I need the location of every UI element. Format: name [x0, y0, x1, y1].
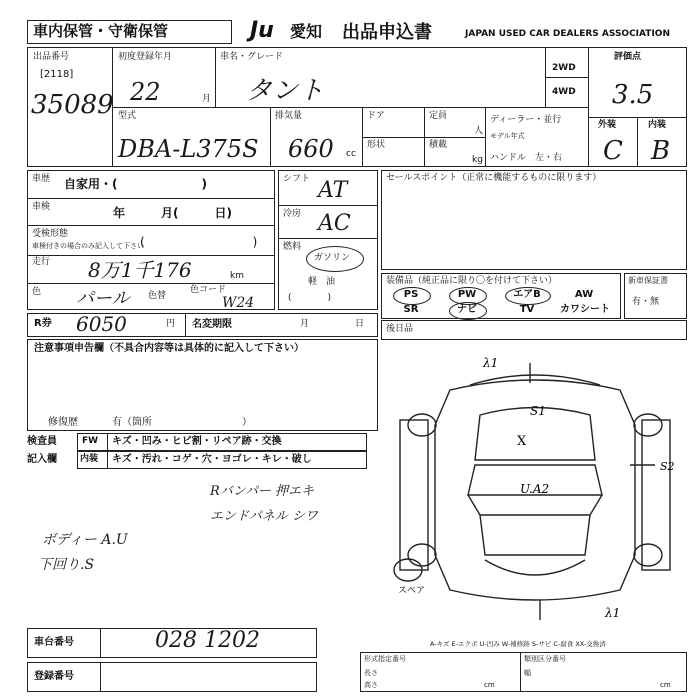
car-rear-window [480, 515, 590, 555]
wheel-rear-left [408, 414, 436, 436]
displacement-unit: cc [346, 149, 356, 159]
airbag-circle [505, 287, 551, 305]
sales-point-label: セールスポイント（正常に機能するものに限ります） [386, 173, 602, 183]
divider [520, 652, 521, 692]
fuel-diesel: 軽 油 [308, 277, 336, 287]
aircon-value: AC [318, 211, 351, 236]
color-change-label: 色替 [148, 291, 167, 301]
receipt-note: 車検付きの場合のみ記入して下さい [32, 242, 144, 250]
equip-aw[interactable]: AW [574, 289, 594, 300]
handwritten-note-3: ボディー A.U [42, 532, 128, 548]
displacement-value: 660 [288, 135, 334, 163]
expiry-day: 日 [355, 319, 365, 329]
color-value: パール [76, 288, 130, 309]
diagram-label-rear: λ1 [483, 356, 499, 370]
equip-tv[interactable]: TV [519, 304, 535, 315]
divider [107, 433, 108, 469]
aircon-label: 冷房 [283, 209, 302, 219]
rating-value: 3.5 [612, 80, 654, 110]
inspection-value: 年 月( 日) [113, 206, 232, 220]
dim-unit-1: cm [484, 681, 495, 689]
shape-label: 形状 [367, 140, 386, 150]
divider [27, 198, 275, 199]
receipt-label: 受検形態 [32, 229, 69, 239]
color-code-value: W24 [222, 295, 255, 311]
recycle-unit: 円 [166, 319, 176, 329]
ps-circle [393, 287, 431, 305]
load-label: 積載 [429, 140, 448, 150]
reg-no-label: 登録番号 [34, 671, 74, 682]
model-label: 型式 [118, 111, 137, 121]
dim-width: 幅 [524, 669, 531, 677]
sales-point-block [381, 170, 687, 270]
dim-label-2: 類別区分番号 [524, 655, 566, 663]
capacity-label: 定員 [429, 111, 448, 121]
capacity-unit: 人 [474, 126, 484, 136]
wheel-front-left [408, 544, 436, 566]
equipment-label: 装備品（純正品に限り〇を付けて下さい） [386, 276, 558, 286]
usage-label: 車歴 [32, 174, 51, 184]
shift-label: シフト [283, 174, 311, 184]
car-hood [485, 560, 585, 575]
warranty-value: 有・無 [632, 297, 660, 307]
displacement-label: 排気量 [275, 111, 303, 121]
fw-items: キズ・凹み・ヒビ割・リペア跡・交換 [112, 436, 282, 447]
exterior-grade: C [603, 136, 623, 166]
handwritten-note-1: Rバンパー 押エキ [210, 484, 315, 499]
drive-2wd: 2WD [552, 63, 576, 73]
dim-label-1: 形式指定番号 [364, 655, 406, 663]
usage-value: 自家用・( ) [64, 177, 207, 191]
car-name-label: 車名・グレード [220, 52, 284, 62]
entry-label: 記入欄 [27, 454, 57, 465]
color-code-label: 色コード [190, 285, 227, 295]
handwritten-note-4: 下回り.S [38, 557, 95, 573]
divider [270, 107, 271, 167]
org-english: JAPAN USED CAR DEALERS ASSOCIATION [465, 29, 670, 39]
registration-label: 初度登録年月 [118, 52, 173, 62]
divider [637, 117, 638, 167]
fuel-label: 燃料 [283, 242, 302, 252]
form-title: 出品申込書 [342, 22, 432, 43]
dealer-model-year: モデル年式 [490, 132, 525, 140]
dim-height: 高さ [364, 681, 378, 689]
chassis-label: 車台番号 [34, 637, 74, 648]
divider [100, 662, 101, 692]
storage-options: 車内保管・守衛保管 [33, 22, 169, 40]
diagram-label-front: λ1 [605, 606, 621, 620]
drive-4wd: 4WD [552, 87, 576, 97]
color-label: 色 [32, 287, 42, 297]
repair-label: 修復歴 [48, 417, 78, 428]
inspection-label: 車検 [32, 202, 51, 212]
mileage-label: 走行 [32, 257, 51, 267]
receipt-value: ( ) [140, 235, 258, 249]
logo: Ju [250, 18, 274, 43]
mileage-value: 8万1千176 [88, 258, 192, 282]
doors-label: ドア [367, 111, 385, 121]
after-items-block [381, 320, 687, 340]
navi-circle [449, 302, 487, 320]
expiry-month: 月 [300, 319, 310, 329]
dealer-steering: ハンドル 左・右 [490, 153, 563, 163]
after-items-label: 後日品 [386, 324, 414, 334]
handwritten-note-2: エンドパネル シワ [210, 509, 318, 524]
diagram-label-roof: S1 [530, 404, 546, 418]
car-damage-diagram [380, 345, 690, 635]
equip-navi[interactable]: ナビ [457, 304, 477, 315]
divider [545, 77, 588, 78]
equip-pw[interactable]: PW [457, 289, 477, 300]
equip-leather[interactable]: カワシート [560, 304, 610, 315]
rating-label: 評価点 [614, 52, 642, 62]
diagram-label-side: S2 [660, 460, 675, 473]
lot-label: 出品番号 [33, 52, 70, 62]
left-side-panel [400, 420, 428, 570]
wheel-rear-right [634, 414, 662, 436]
divider [27, 255, 275, 256]
car-name-value: タント [246, 76, 325, 106]
divider [27, 283, 275, 284]
fuel-paren: ( ) [288, 293, 332, 303]
mileage-unit: km [230, 271, 244, 281]
divider [362, 137, 485, 138]
registration-year: 22 [130, 78, 161, 106]
diagram-label-hood: U.A2 [520, 482, 550, 496]
divider [112, 107, 588, 108]
divider [215, 47, 216, 107]
equip-ps[interactable]: PS [403, 289, 419, 300]
divider [100, 628, 101, 658]
interior-check-label: 内装 [80, 454, 99, 464]
right-side-panel [642, 420, 670, 570]
warranty-label: 新車保証書 [628, 276, 668, 285]
diagram-label-x: X [517, 434, 527, 449]
repair-value: 有（箇所 ） [112, 417, 252, 428]
shift-value: AT [318, 178, 348, 203]
expiry-label: 名変期限 [192, 319, 232, 330]
dim-unit-2: cm [660, 681, 671, 689]
interior-label: 内装 [648, 120, 667, 130]
equip-sr[interactable]: SR [403, 304, 419, 315]
interior-check-items: キズ・汚れ・コゲ・穴・ヨゴレ・キレ・破し [112, 454, 312, 465]
interior-grade: B [651, 136, 671, 166]
chassis-value: 028 1202 [155, 628, 260, 653]
diagram-label-spare: スペア [398, 586, 426, 596]
recycle-label: R券 [34, 318, 52, 329]
lot-number: 35089 [31, 90, 114, 120]
divider [185, 313, 186, 337]
lot-tag: [2118] [40, 69, 74, 80]
divider [27, 225, 275, 226]
recycle-value: 6050 [76, 312, 127, 336]
notes-label: 注意事項申告欄（不具合内容等は具体的に記入して下さい） [34, 343, 304, 354]
divider [278, 205, 378, 206]
exterior-label: 外装 [598, 120, 617, 130]
gasoline-circle [306, 246, 364, 272]
damage-legend: A-キズ E-エクボ U-凹み W-補修跡 S-サビ C-腐食 XX-交換済 [430, 640, 606, 648]
wheel-front-right [634, 544, 662, 566]
dim-length: 長さ [364, 669, 378, 677]
fw-label: FW [82, 436, 99, 446]
equip-airbag[interactable]: エアB [513, 289, 541, 300]
divider [588, 47, 589, 167]
inspector-label: 検査員 [27, 436, 57, 447]
org-name: 愛知 [290, 22, 323, 41]
fuel-gasoline: ガソリン [314, 253, 351, 263]
divider [485, 107, 486, 167]
registration-month-unit: 月 [202, 94, 212, 104]
load-unit: kg [472, 155, 483, 165]
model-value: DBA-L375S [118, 135, 259, 163]
divider [278, 238, 378, 239]
dealer-label: ディーラー・並行 [490, 115, 562, 125]
